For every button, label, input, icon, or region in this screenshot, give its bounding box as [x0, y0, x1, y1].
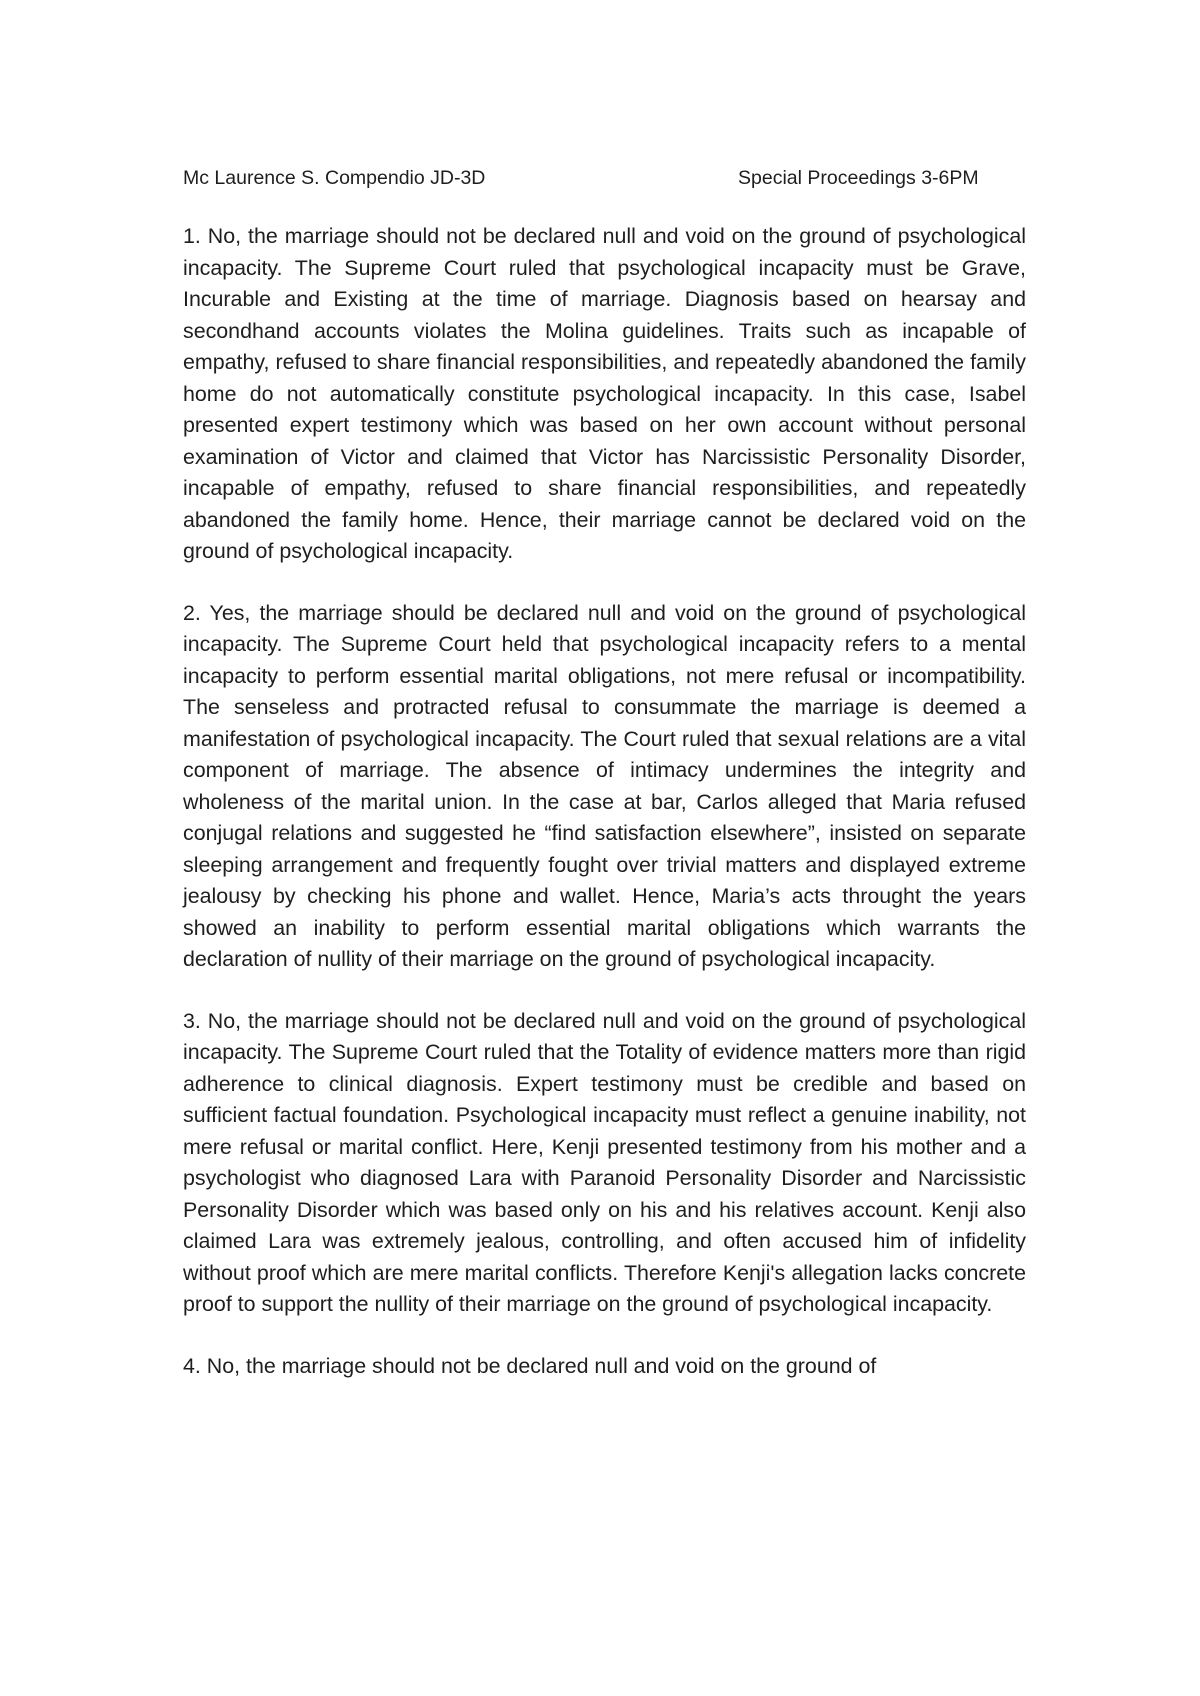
answer-paragraph-1: 1. No, the marriage should not be declared null and void on the ground of psychological incapacity. The Supreme Court ruled that psychological incapacity must be Grave, Incurable and Existing at the time of marriage. Diagnosis based on hearsay and secondhand accounts violates the Molina guidelines. Traits such as incapable of empathy, refused to share financial responsibilities, and repeatedly abandoned the family home do not automatically constitute psychological incapacity. In this case, Isabel presented expert testimony which was based on her own account without personal examination of Victor and claimed that Victor has Narcissistic Personality Disorder, incapable of empathy, refused to share financial responsibilities, and repeatedly abandoned the family home. Hence, their marriage cannot be declared void on the ground of psychological incapacity.	[183, 224, 1026, 563]
answer-paragraph-4: 4. No, the marriage should not be declared null and void on the ground of	[183, 1353, 877, 1378]
document-body	[183, 221, 1026, 1382]
answer-paragraph-2: 2. Yes, the marriage should be declared null and void on the ground of psychological incapacity. The Supreme Court held that psychological incapacity refers to a mental incapacity to perform essential marital obligations, not mere refusal or incompatibility. The senseless and protracted refusal to consummate the marriage is deemed a manifestation of psychological incapacity. The Court ruled that sexual relations are a vital component of marriage. The absence of intimacy undermines the integrity and wholeness of the marital union. In the case at bar, Carlos alleged that Maria refused conjugal relations and suggested he “find satisfaction elsewhere”, insisted on separate sleeping arrangement and frequently fought over trivial matters and displayed extreme jealousy by checking his phone and wallet. Hence, Maria’s acts throught the years showed an inability to perform essential marital obligations which warrants the declaration of nullity of their marriage on the ground of psychological incapacity.	[183, 600, 1026, 971]
answer-paragraph-3: 3. No, the marriage should not be declared null and void on the ground of psychological incapacity. The Supreme Court ruled that the Totality of evidence matters more than rigid adherence to clinical diagnosis. Expert testimony must be credible and based on sufficient factual foundation. Psychological incapacity must reflect a genuine inability, not mere refusal or marital conflict. Here, Kenji presented testimony from his mother and a psychologist who diagnosed Lara with Paranoid Personality Disorder and Narcissistic Personality Disorder which was based only on his and his relatives account. Kenji also claimed Lara was extremely jealous, controlling, and often accused him of infidelity without proof which are mere marital conflicts. Therefore Kenji's allegation lacks concrete proof to support the nullity of their marriage on the ground of psychological incapacity.	[183, 1008, 1026, 1316]
course-name: Special Proceedings 3-6PM	[738, 167, 979, 189]
page-header	[183, 163, 1023, 193]
author-name: Mc Laurence S. Compendio JD-3D	[183, 167, 486, 189]
